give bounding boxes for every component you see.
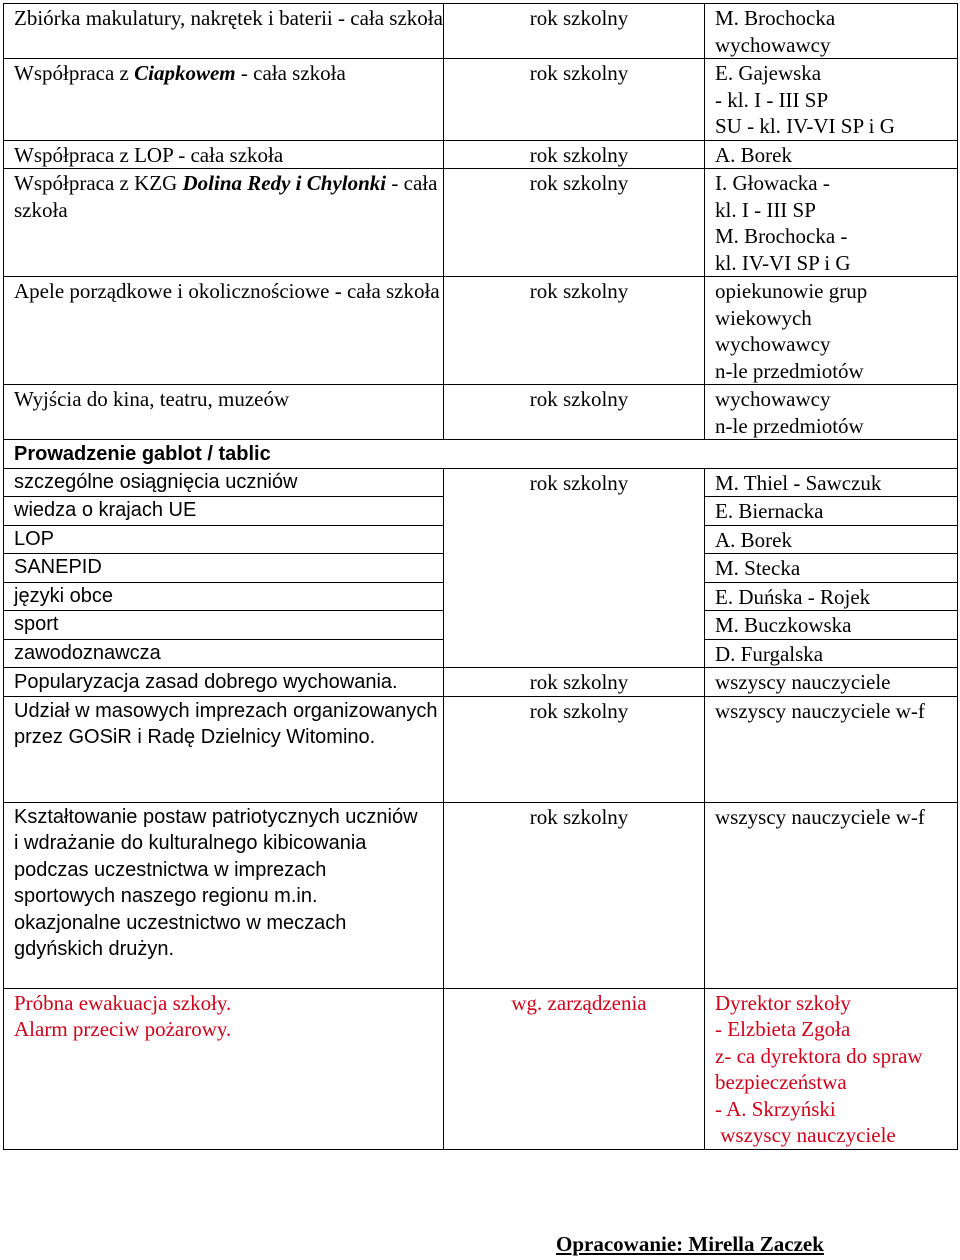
gablot-person: E. Duńska - Rojek — [705, 582, 958, 611]
table-row — [4, 277, 958, 385]
footer-author: Opracowanie: Mirella Zaczek — [556, 1232, 824, 1256]
gablot-person: M. Buczkowska — [705, 611, 958, 640]
responsible-cell: I. Głowacka - kl. I - III SP M. Brochocka - kl. IV-VI SP i G — [705, 169, 958, 277]
responsible-cell: wychowawcy n-le przedmiotów — [705, 385, 958, 440]
term-cell: rok szkolny — [444, 140, 705, 169]
gablot-person: M. Stecka — [705, 554, 958, 583]
table-row — [4, 59, 958, 141]
activity-cell: Popularyzacja zasad dobrego wychowania. — [4, 668, 444, 697]
table-row — [4, 140, 958, 169]
responsible-cell: wszyscy nauczyciele w-f — [705, 802, 958, 988]
activity-cell: Wyjścia do kina, teatru, muzeów — [4, 385, 444, 440]
activity-cell: Apele porządkowe i okolicznościowe - cała szkoła — [4, 277, 444, 385]
responsible-cell: M. Brochocka wychowawcy — [705, 4, 958, 59]
activity-cell: Współpraca z KZG Dolina Redy i Chylonki - cała szkoła — [4, 169, 444, 277]
table-row — [4, 468, 958, 497]
document-page — [3, 3, 957, 1150]
gablot-topic: zawodoznawcza — [4, 639, 444, 668]
gablot-topic: szczególne osiągnięcia uczniów — [4, 468, 444, 497]
gablot-heading: Prowadzenie gablot / tablic — [4, 440, 958, 469]
gablot-topic: SANEPID — [4, 554, 444, 583]
term-cell: rok szkolny — [444, 4, 705, 59]
table-row — [4, 440, 958, 469]
table-row — [4, 4, 958, 59]
activity-cell: Zbiórka makulatury, nakrętek i baterii - cała szkoła — [4, 4, 444, 59]
gablot-topic: sport — [4, 611, 444, 640]
activity-plan-table — [3, 3, 958, 1150]
gablot-person: M. Thiel - Sawczuk — [705, 468, 958, 497]
gablot-person: E. Biernacka — [705, 497, 958, 526]
term-cell: rok szkolny — [444, 277, 705, 385]
activity-cell: Próbna ewakuacja szkoły. Alarm przeciw pożarowy. — [4, 988, 444, 1149]
table-row — [4, 169, 958, 277]
term-cell: wg. zarządzenia — [444, 988, 705, 1149]
term-cell: rok szkolny — [444, 468, 705, 668]
gablot-topic: LOP — [4, 525, 444, 554]
term-cell: rok szkolny — [444, 668, 705, 697]
responsible-cell: opiekunowie grup wiekowych wychowawcy n-le przedmiotów — [705, 277, 958, 385]
table-row — [4, 668, 958, 697]
activity-cell: Udział w masowych imprezach organizowanych przez GOSiR i Radę Dzielnicy Witomino. — [4, 696, 444, 802]
gablot-person: D. Furgalska — [705, 639, 958, 668]
table-row — [4, 802, 958, 988]
responsible-cell: E. Gajewska - kl. I - III SP SU - kl. IV-VI SP i G — [705, 59, 958, 141]
activity-cell: Współpraca z Ciapkowem - cała szkoła — [4, 59, 444, 141]
term-cell: rok szkolny — [444, 59, 705, 141]
gablot-person: A. Borek — [705, 525, 958, 554]
term-cell: rok szkolny — [444, 696, 705, 802]
table-row — [4, 385, 958, 440]
term-cell: rok szkolny — [444, 169, 705, 277]
gablot-topic: języki obce — [4, 582, 444, 611]
responsible-cell: wszyscy nauczyciele — [705, 668, 958, 697]
responsible-cell: wszyscy nauczyciele w-f — [705, 696, 958, 802]
term-cell: rok szkolny — [444, 385, 705, 440]
gablot-topic: wiedza o krajach UE — [4, 497, 444, 526]
activity-cell: Współpraca z LOP - cała szkoła — [4, 140, 444, 169]
table-row — [4, 988, 958, 1149]
term-cell: rok szkolny — [444, 802, 705, 988]
activity-cell: Kształtowanie postaw patriotycznych uczniów i wdrażanie do kulturalnego kibicowania podczas uczestnictwa w imprezach sportowych naszego regionu m.in. okazjonalne uczestnictwo w meczach gdyńskich drużyn. — [4, 802, 444, 988]
responsible-cell: Dyrektor szkoły - Elzbieta Zgoła z- ca dyrektora do spraw bezpieczeństwa - A. Skrzyński wszyscy nauczyciele — [705, 988, 958, 1149]
table-row — [4, 696, 958, 802]
responsible-cell: A. Borek — [705, 140, 958, 169]
